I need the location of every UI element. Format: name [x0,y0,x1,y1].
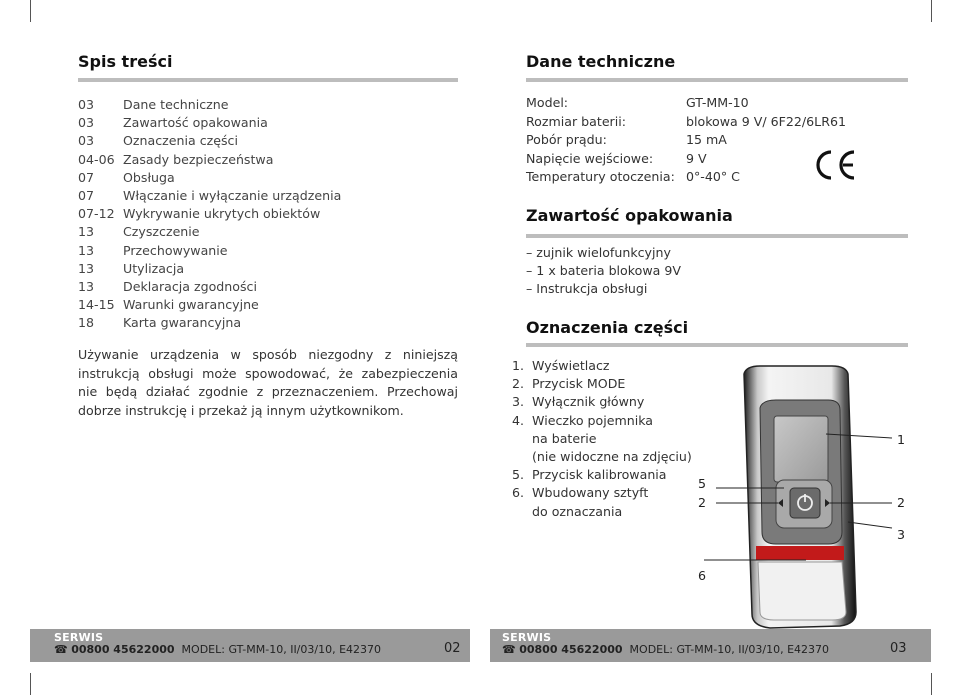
toc-entry[interactable]: 13 Utylizacja [78,260,185,276]
list-item: na baterie [512,430,597,446]
footer-phone: 00800 45622000 [519,643,623,656]
power-button [790,488,820,518]
list-item: 6. Wbudowany sztyft [512,485,649,501]
spec-row: Napięcie wejściowe: 9 V [526,150,707,166]
ce-mark-icon [812,148,858,182]
intro-paragraph: Używanie urządzenia w sposób niezgodny z niniejszą instrukcją obsługi może spowodować, że zabezpieczenia nie będą działać zgodnie z przeznaczeniem. Przechowaj dobrze instrukcję i przekaż ją innym użytkownikom. [78,347,458,418]
phone-icon: ☎ [502,643,516,656]
specs-list [526,94,846,187]
toc-entry[interactable]: 07 Włączanie i wyłączanie urządzenia [78,187,342,203]
page-number: 02 [444,641,461,656]
footer-model: MODEL: GT-MM-10, II/03/10, E42370 [629,643,830,656]
callout-2-right: 2 [897,495,906,510]
footer-contact [502,643,829,656]
spec-row: Rozmiar baterii: blokowa 9 V/ 6F22/6LR61 [526,113,846,129]
section-title-parts: Oznaczenia części [526,318,689,337]
phone-icon: ☎ [54,643,68,656]
title-rule [526,234,908,238]
toc-entry[interactable]: 18 Karta gwarancyjna [78,315,242,331]
footer-phone: 00800 45622000 [71,643,175,656]
list-item: (nie widoczne na zdjęciu) [512,448,692,464]
footer-model: MODEL: GT-MM-10, II/03/10, E42370 [181,643,382,656]
toc-entry[interactable]: 13 Deklaracja zgodności [78,278,257,294]
callout-1: 1 [897,432,906,447]
page-number: 03 [890,641,907,656]
package-list [526,244,681,299]
spec-row: Temperatury otoczenia: 0°-40° C [526,169,740,184]
crop-mark [931,0,932,22]
title-rule [526,78,908,82]
toc-entry[interactable]: 03 Dane techniczne [78,97,229,112]
crop-mark [30,673,31,695]
list-item: – Instrukcja obsługi [526,281,648,297]
list-item: 2. Przycisk MODE [512,376,626,392]
footer-contact [54,643,381,656]
callout-5: 5 [698,476,707,491]
footer-serwis: SERWIS [502,631,552,644]
footer-serwis: SERWIS [54,631,104,644]
toc-entry[interactable]: 04-06 Zasady bezpieczeństwa [78,151,274,167]
title-rule [526,343,908,347]
toc-entry[interactable]: 03 Oznaczenia części [78,133,238,149]
toc-entry[interactable]: 03 Zawartość opakowania [78,115,268,131]
toc-entry[interactable]: 14-15 Warunki gwarancyjne [78,297,259,313]
section-title-specs: Dane techniczne [526,52,676,71]
table-of-contents [78,96,341,332]
toc-entry[interactable]: 07 Obsługa [78,169,175,185]
toc-entry[interactable]: 13 Przechowywanie [78,242,228,258]
crop-mark [30,0,31,22]
callout-2-left: 2 [698,495,707,510]
lower-body [758,562,846,620]
list-item: – 1 x bateria blokowa 9V [526,263,681,279]
list-item: 1. Wyświetlacz [512,358,610,373]
toc-entry[interactable]: 07-12 Wykrywanie ukrytych obiektów [78,206,321,222]
display-screen [774,416,828,482]
toc-entry[interactable]: 13 Czyszczenie [78,224,200,240]
list-item: 4. Wieczko pojemnika [512,412,654,428]
callout-6: 6 [698,568,707,583]
list-item: 3. Wyłącznik główny [512,394,645,410]
title-rule [78,78,458,82]
list-item: – zujnik wielofunkcyjny [526,245,671,260]
page-title: Spis treści [78,52,173,71]
section-title-package: Zawartość opakowania [526,206,733,225]
red-stripe [756,546,844,560]
crop-mark [931,673,932,695]
callout-3: 3 [897,527,906,542]
spec-row: Pobór prądu: 15 mA [526,132,727,147]
list-item: 5. Przycisk kalibrowania [512,467,667,483]
parts-list [512,357,692,521]
spec-row: Model: GT-MM-10 [526,95,749,110]
list-item: do oznaczania [512,503,623,519]
